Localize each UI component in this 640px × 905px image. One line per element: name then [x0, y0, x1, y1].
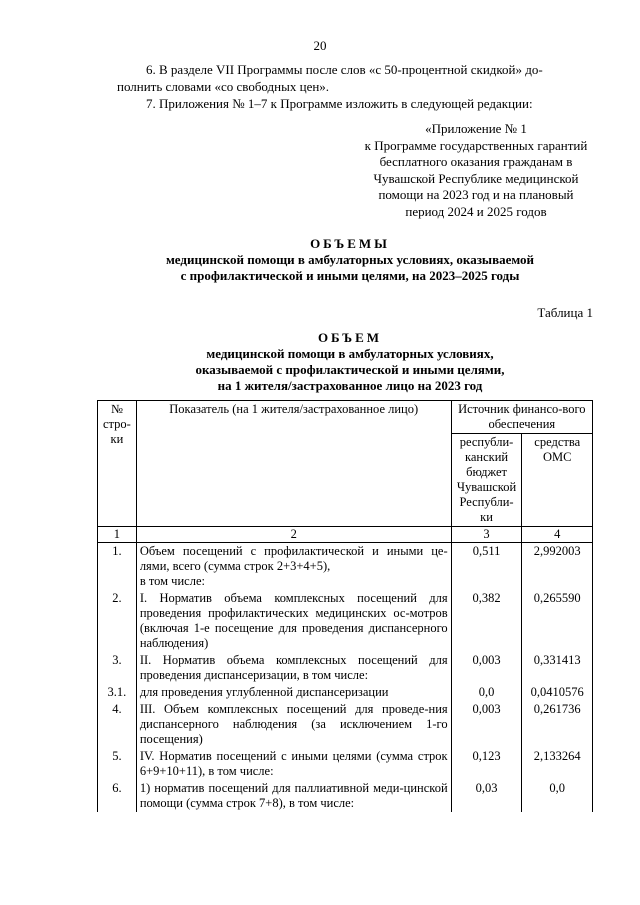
table-row [98, 543, 593, 591]
appendix-line-2: к Программе государственных гарантий [364, 137, 588, 153]
column-index-1: 1 [98, 527, 137, 543]
main-title-word: ОБЪЕМЫ [310, 236, 390, 251]
column-index-3: 3 [451, 527, 522, 543]
row-budget-value: 0,003 [451, 701, 522, 748]
row-budget-value: 0,382 [451, 590, 522, 652]
volume-table [97, 400, 593, 812]
table-row [98, 652, 593, 684]
table-title-line-2: оказываемой с профилактической и иными целями, [195, 362, 505, 377]
column-index-2: 2 [136, 527, 451, 543]
appendix-line-1: «Приложение № 1 [425, 121, 527, 136]
row-indicator: 1) норматив посещений для паллиативной меди-цинской помощи (сумма строк 7+8), в том числе: [136, 780, 451, 812]
row-oms-value: 0,0 [522, 780, 593, 812]
intro-item6-line1: 6. В разделе VII Программы после слов «с 50-процентной скидкой» до- [146, 62, 543, 77]
row-indicator [136, 543, 451, 591]
appendix-line-4: Чувашской Республике медицинской [373, 170, 579, 186]
page-number: 20 [313, 38, 327, 53]
main-title-line-2: с профилактической и иными целями, на 2023–2025 годы [180, 268, 520, 283]
row-oms-value: 2,992003 [522, 543, 593, 591]
row-budget-value: 0,003 [451, 652, 522, 684]
row-indicator: IV. Норматив посещений с иными целями (сумма строк 6+9+10+11), в том числе: [136, 748, 451, 780]
table-row [98, 684, 593, 701]
header-oms-funds: средства ОМС [522, 434, 593, 527]
row-number: 5. [98, 748, 137, 780]
row-number: 2. [98, 590, 137, 652]
row-oms-value: 0,0410576 [522, 684, 593, 701]
table-row [98, 780, 593, 812]
row-indicator: III. Объем комплексных посещений для проведе-ния диспансерного наблюдения (за исключением 1-го посещения) [136, 701, 451, 748]
table-title-line-3: на 1 жителя/застрахованное лицо на 2023 год [217, 378, 483, 393]
intro-item-7: 7. Приложения № 1–7 к Программе изложить в следующей редакции: [146, 96, 533, 111]
row-oms-value: 0,265590 [522, 590, 593, 652]
row-number: 6. [98, 780, 137, 812]
row-number: 4. [98, 701, 137, 748]
row-budget-value: 0,123 [451, 748, 522, 780]
row-budget-value: 0,0 [451, 684, 522, 701]
row-indicator: II. Норматив объема комплексных посещений для проведения диспансеризации, в том числе: [136, 652, 451, 684]
table-title-word: ОБЪЕМ [317, 330, 383, 345]
main-title-line-1: медицинской помощи в амбулаторных условиях, оказываемой [165, 252, 535, 267]
column-index-4: 4 [522, 527, 593, 543]
header-indicator: Показатель (на 1 жителя/застрахованное лицо) [136, 401, 451, 527]
header-row-number: № стро-ки [98, 401, 137, 527]
row-indicator: для проведения углубленной диспансеризации [136, 684, 451, 701]
row-oms-value: 2,133264 [522, 748, 593, 780]
appendix-line-3: бесплатного оказания гражданам в [379, 154, 573, 169]
row-indicator: I. Норматив объема комплексных посещений для проведения профилактических медицинских ос-мотров (включая 1-е посещение для проведения диспансерного наблюдения) [136, 590, 451, 652]
row-number: 1. [98, 543, 137, 591]
table-title-line-1: медицинской помощи в амбулаторных условиях, [206, 346, 494, 361]
table-row [98, 748, 593, 780]
row-number: 3.1. [98, 684, 137, 701]
table-label: Таблица 1 [537, 305, 593, 320]
row-budget-value: 0,511 [451, 543, 522, 591]
row-indicator-text: Объем посещений с профилактической и иными це-лями, всего (сумма строк 2+3+4+5), [139, 544, 448, 573]
appendix-heading [356, 121, 596, 220]
row-number: 3. [98, 652, 137, 684]
header-funding-source: Источник финансо-вого обеспечения [451, 401, 592, 434]
row-budget-value: 0,03 [451, 780, 522, 812]
intro-item6-line2: полнить словами «со свободных цен». [117, 79, 330, 94]
table-row [98, 701, 593, 748]
row-oms-value: 0,261736 [522, 701, 593, 748]
intro-paragraph-item-6 [117, 61, 593, 95]
row-indicator-subtext: в том числе: [139, 574, 205, 588]
row-oms-value: 0,331413 [522, 652, 593, 684]
appendix-line-6: период 2024 и 2025 годов [405, 203, 547, 219]
table-row [98, 590, 593, 652]
appendix-line-5: помощи на 2023 год и на плановый [378, 187, 574, 202]
header-republic-budget: республи-канский бюджет Чувашской Республи-ки [451, 434, 522, 527]
